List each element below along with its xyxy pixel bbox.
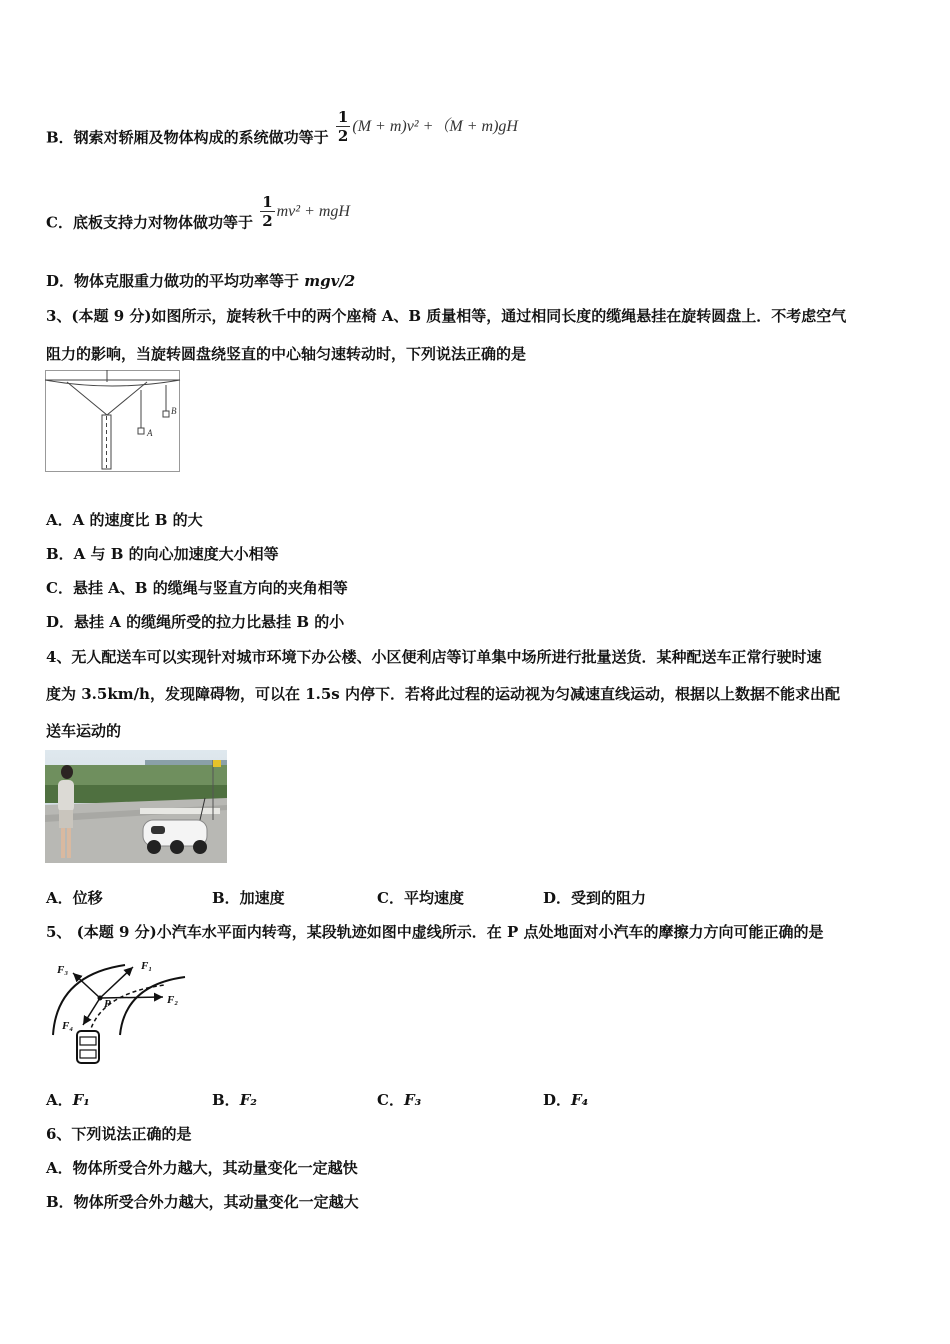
q2-option-b-text: B．钢索对轿厢及物体构成的系统做功等于 — [46, 128, 329, 147]
option-value: F₁ — [72, 1091, 90, 1109]
q3-option-a: A．A 的速度比 B 的大 — [46, 511, 203, 529]
q4-stem-line1: 4、无人配送车可以实现针对城市环境下办公楼、小区便利店等订单集中场所进行批量送货．某种配送车正常行驶时速 — [46, 648, 822, 666]
q5-option-d — [543, 1089, 588, 1110]
fig-label-a: A — [147, 428, 153, 438]
q4-stem-line3: 送车运动的 — [46, 722, 122, 740]
option-label: C． — [377, 1091, 404, 1109]
q5-option-b — [212, 1089, 257, 1110]
option-label: A． — [46, 1091, 73, 1109]
fraction-denominator: 2 — [262, 212, 273, 230]
option-value: F₃ — [403, 1091, 422, 1109]
q4-option-c: C．平均速度 — [377, 889, 464, 907]
fig-label-f1: F₁ — [141, 960, 153, 972]
q2-option-c-formula: mv² + mgH — [276, 202, 350, 220]
q2-option-b — [46, 108, 518, 157]
fig-label-f4: F₄ — [62, 1020, 74, 1032]
option-label: B． — [212, 1091, 240, 1109]
fraction-numerator: 1 — [262, 193, 273, 211]
fig-label-b: B — [171, 406, 177, 416]
q2-option-d-formula: mgv/2 — [304, 272, 356, 290]
q4-stem-line2: 度为 3.5km/h，发现障碍物，可以在 1.5s 内停下．若将此过程的运动视为匀减速直线运动，根据以上数据不能求出配 — [46, 685, 840, 703]
q4-option-b: B．加速度 — [212, 889, 285, 907]
fig-label-f2: F₂ — [167, 994, 179, 1006]
fraction-numerator: 1 — [337, 108, 349, 126]
option-value: F₂ — [239, 1091, 257, 1109]
q2-option-b-fraction — [336, 108, 350, 145]
option-value: F₄ — [571, 1091, 589, 1109]
q2-option-b-formula: (M + m)v² +（M + m)gH — [352, 117, 518, 135]
fig-label-p: P — [104, 998, 111, 1010]
q2-option-d-text: D．物体克服重力做功的平均功率等于 — [46, 272, 300, 290]
delivery-robot-photo — [45, 750, 227, 863]
q6-option-a: A．物体所受合外力越大，其动量变化一定越快 — [46, 1159, 358, 1177]
q5-stem-line1: 5、 (本题 9 分)小汽车水平面内转弯，某段轨迹如图中虚线所示．在 P 点处地面对小汽车的摩擦力方向可能正确的是 — [46, 923, 824, 941]
q3-stem-line1: 3、(本题 9 分)如图所示，旋转秋千中的两个座椅 A、B 质量相等，通过相同长度的缆绳悬挂在旋转圆盘上．不考虑空气 — [46, 307, 847, 325]
q4-option-a: A．位移 — [46, 889, 103, 907]
fraction-denominator: 2 — [337, 127, 349, 145]
q4-option-d: D．受到的阻力 — [543, 889, 647, 907]
q6-option-b: B．物体所受合外力越大，其动量变化一定越大 — [46, 1193, 359, 1211]
q6-stem-line1: 6、下列说法正确的是 — [46, 1125, 192, 1143]
option-label: D． — [543, 1091, 572, 1109]
q2-option-d — [46, 270, 355, 291]
q2-option-c-fraction — [260, 193, 274, 230]
q2-option-c-text: C．底板支持力对物体做功等于 — [46, 213, 253, 232]
q2-option-c — [46, 193, 350, 242]
q3-option-b: B．A 与 B 的向心加速度大小相等 — [46, 545, 279, 563]
q3-option-c: C．悬挂 A、B 的缆绳与竖直方向的夹角相等 — [46, 579, 348, 597]
q3-option-d: D．悬挂 A 的缆绳所受的拉力比悬挂 B 的小 — [46, 613, 345, 631]
q3-stem-line2: 阻力的影响，当旋转圆盘绕竖直的中心轴匀速转动时，下列说法正确的是 — [46, 345, 527, 363]
q5-option-a — [46, 1089, 90, 1110]
q5-option-c — [377, 1089, 421, 1110]
car-turning-figure — [45, 955, 190, 1070]
fig-label-f3: F₃ — [57, 964, 69, 976]
swing-ride-figure — [45, 370, 181, 473]
